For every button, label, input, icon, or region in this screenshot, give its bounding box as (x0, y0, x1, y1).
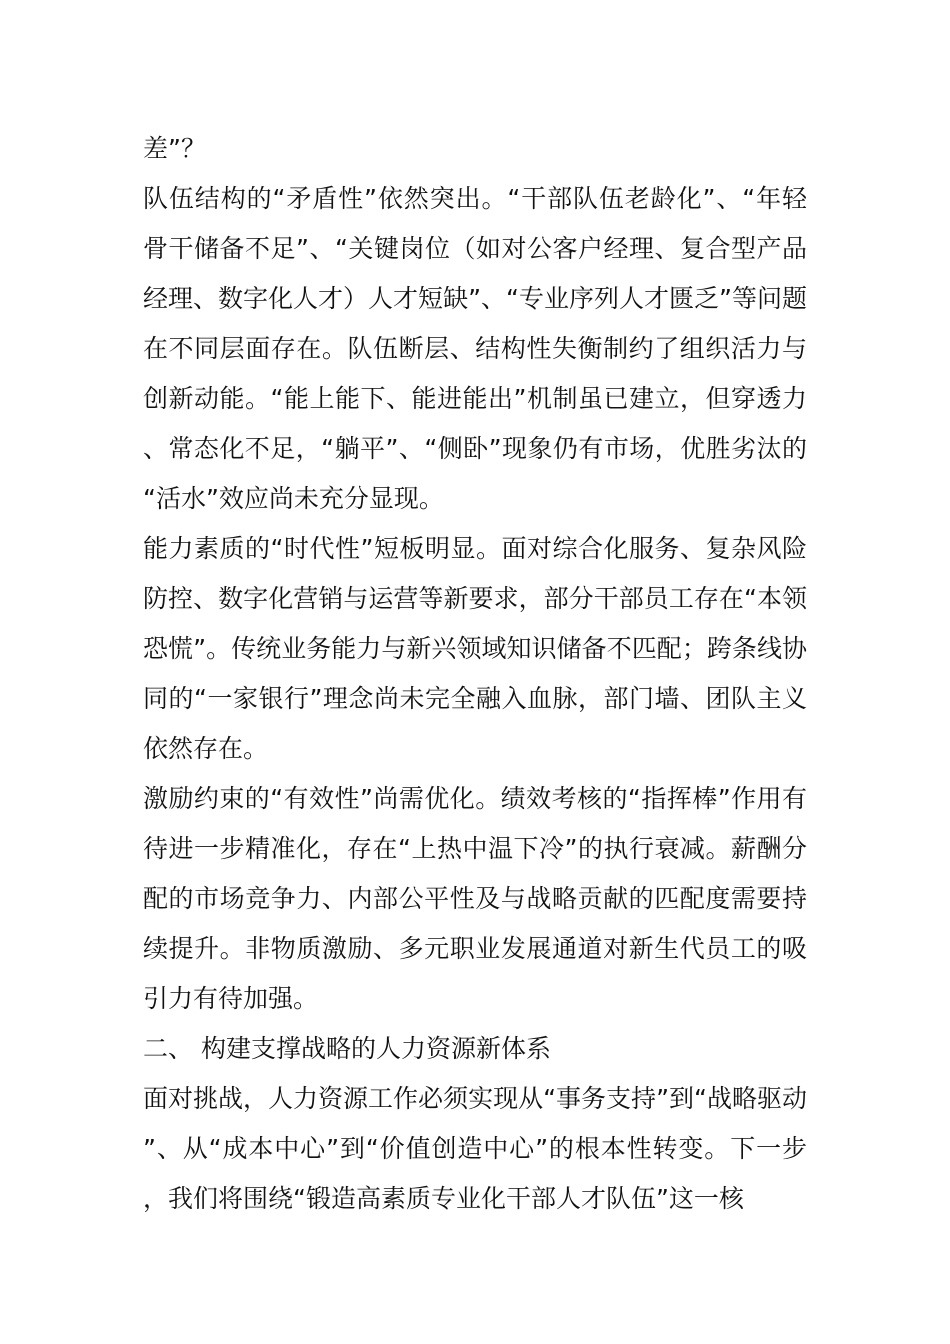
document-body (143, 124, 807, 1224)
paragraph-closing: 面对挑战，人力资源工作必须实现从“事务支持”到“战略驱动”、从“成本中心”到“价值创造中心”的根本性转变。下一步，我们将围绕“锻造高素质专业化干部人才队伍”这一核 (143, 1084, 807, 1213)
paragraph-team-structure: 队伍结构的“矛盾性”依然突出。“干部队伍老龄化”、“年轻骨干储备不足”、“关键岗位（如对公客户经理、复合型产品经理、数字化人才）人才短缺”、“专业序列人才匮乏”等问题在不同层面存在。队伍断层、结构性失衡制约了组织活力与创新动能。“能上能下、能进能出”机制虽已建立，但穿透力、常态化不足，“躺平”、“侧卧”现象仍有市场，优胜劣汰的“活水”效应尚未充分显现。 (143, 184, 807, 513)
paragraph-capability: 能力素质的“时代性”短板明显。面对综合化服务、复杂风险防控、数字化营销与运营等新要求，部分干部员工存在“本领恐慌”。传统业务能力与新兴领域知识储备不匹配；跨条线协同的“一家银行”理念尚未完全融入血脉，部门墙、团队主义依然存在。 (143, 534, 807, 763)
paragraph-continuation: 差”？ (143, 134, 206, 163)
paragraph-incentives: 激励约束的“有效性”尚需优化。绩效考核的“指挥棒”作用有待进一步精准化，存在“上热中温下冷”的执行衰减。薪酬分配的市场竞争力、内部公平性及与战略贡献的匹配度需要持续提升。非物质激励、多元职业发展通道对新生代员工的吸引力有待加强。 (143, 784, 807, 1013)
section-heading: 二、 构建支撑战略的人力资源新体系 (143, 1034, 551, 1063)
